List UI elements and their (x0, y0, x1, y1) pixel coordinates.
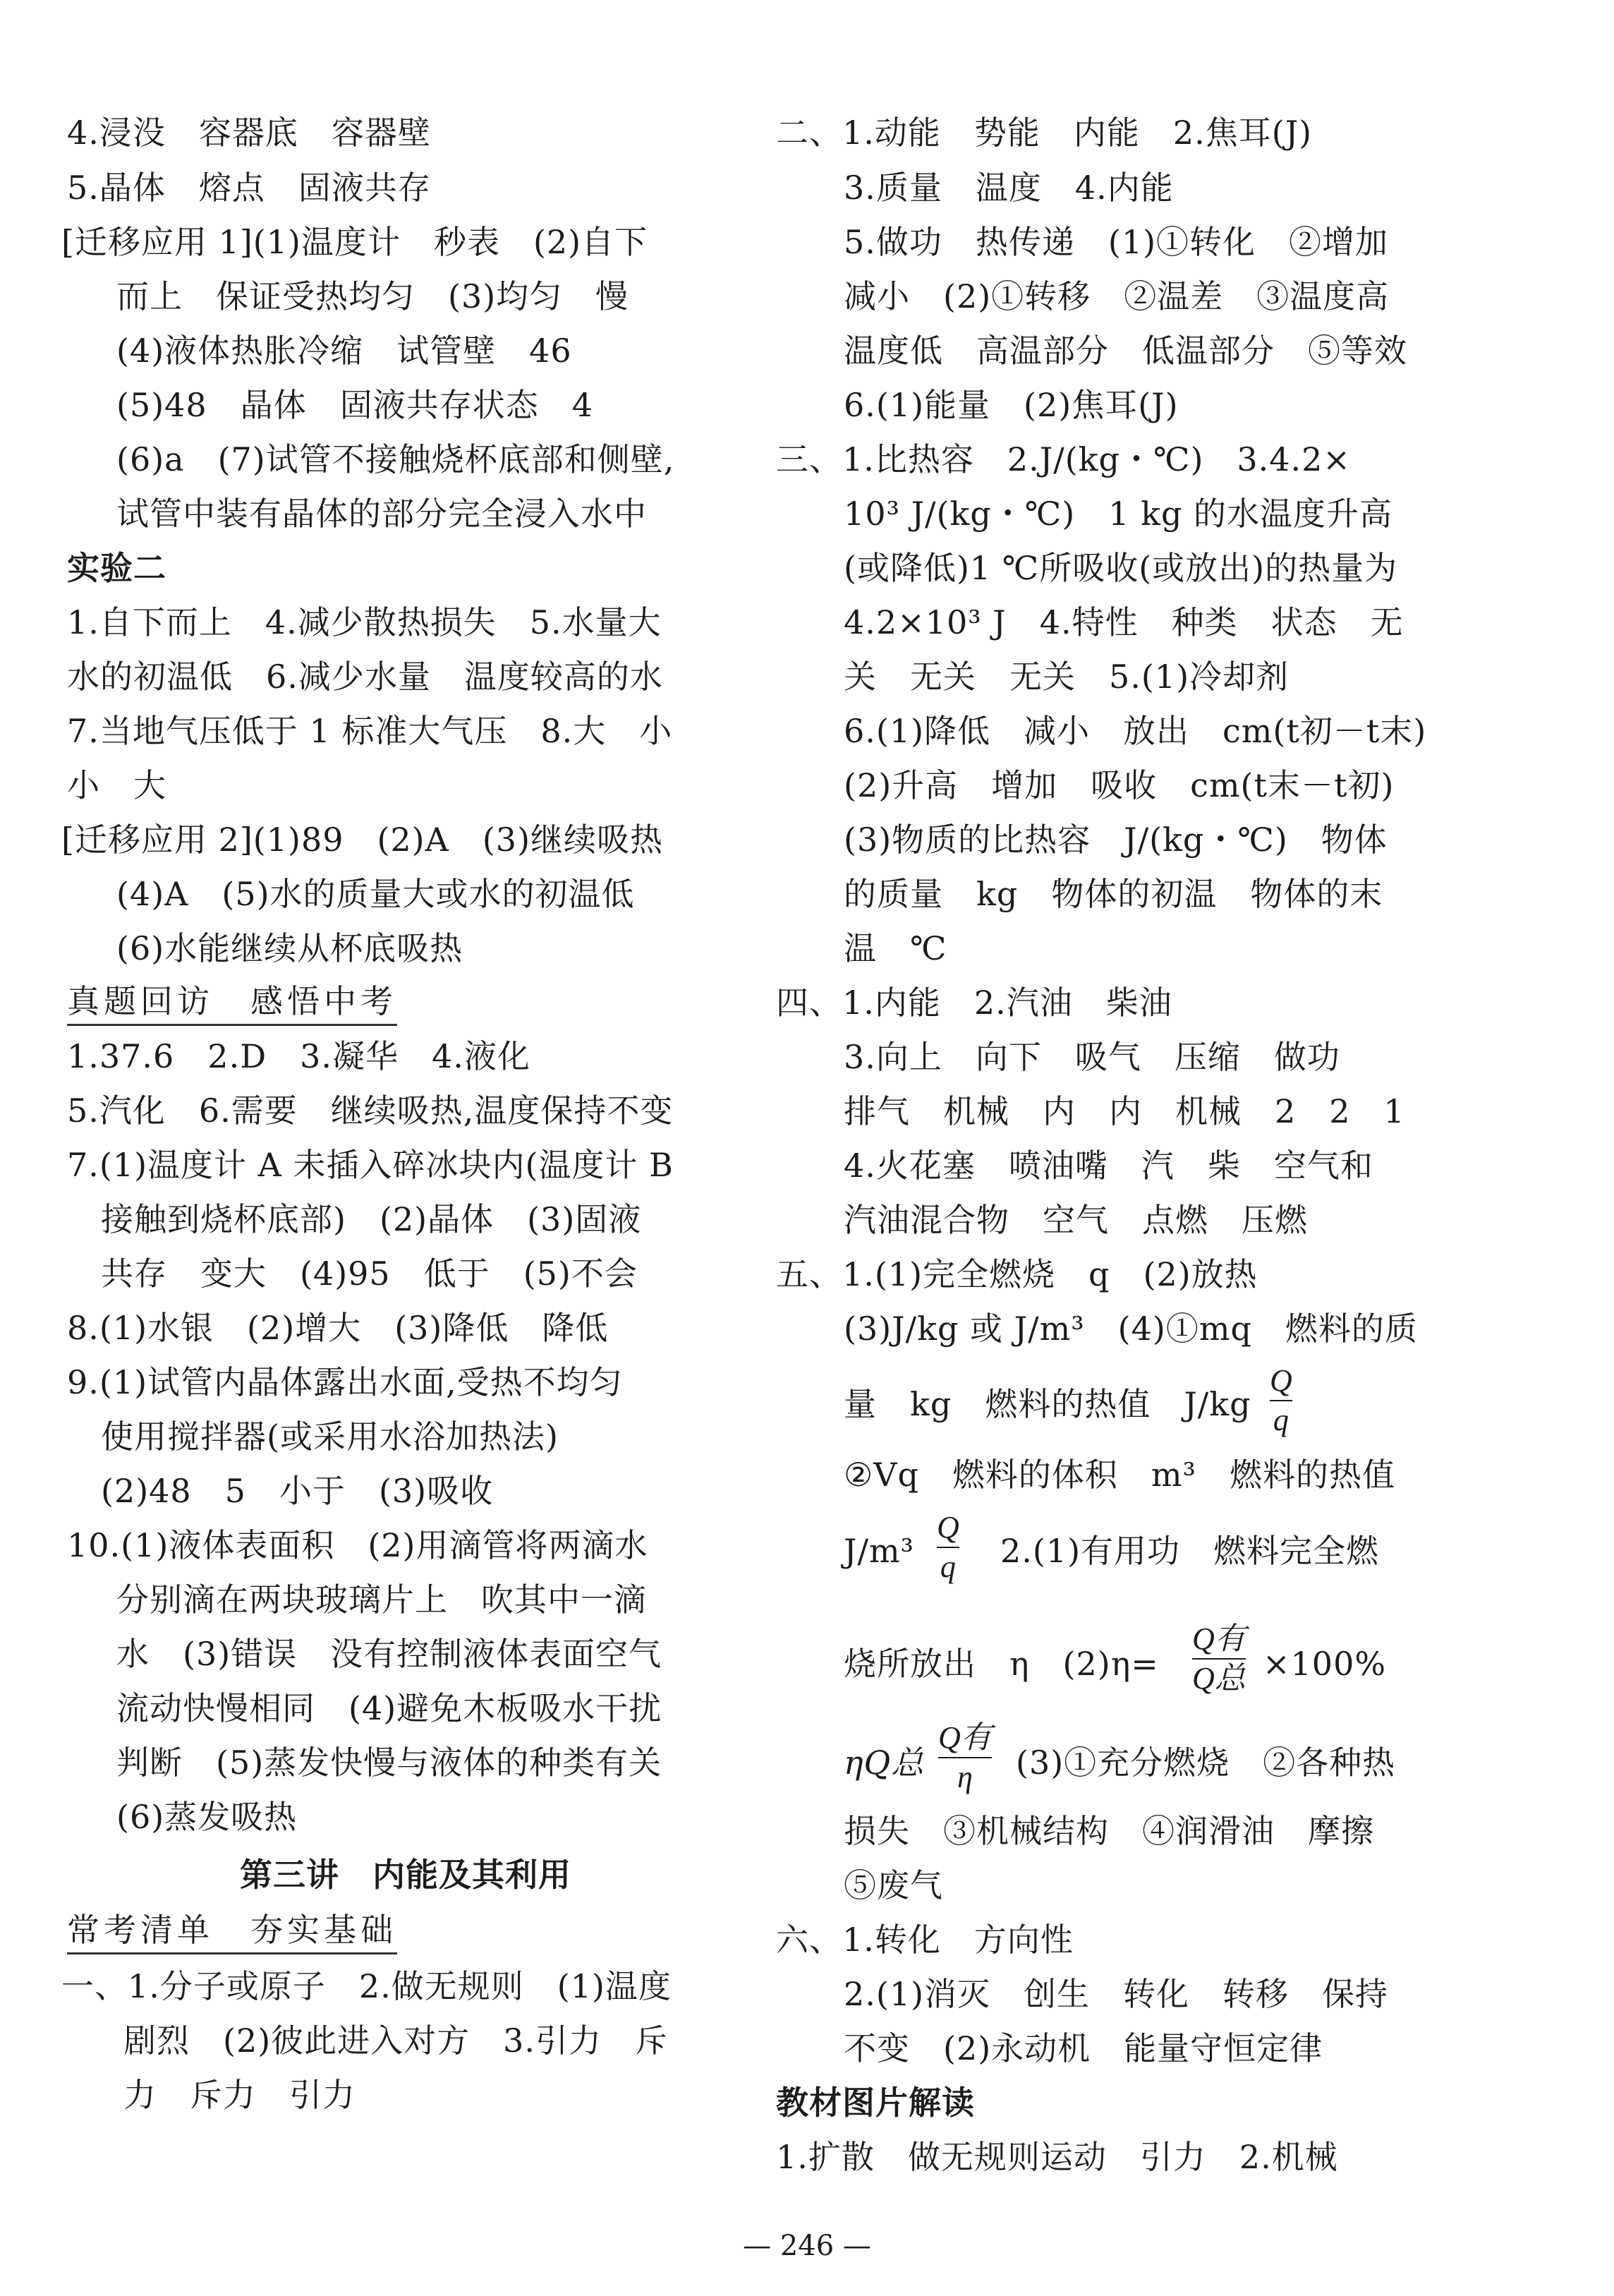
text-line: 7.(1)温度计 A 未插入碎冰块内(温度计 B (67, 1146, 674, 1184)
text-line: 判断 (5)蒸发快慢与液体的种类有关 (116, 1744, 662, 1782)
text-line: 减小 (2)①转移 ②温差 ③温度高 (844, 277, 1390, 315)
chapter-title: 第三讲 内能及其利用 (240, 1856, 571, 1894)
section-heading: 真题回访 感悟中考 (67, 980, 397, 1026)
section-heading: 实验二 (67, 549, 166, 587)
fraction-numerator: Q (937, 1510, 959, 1545)
fraction-q-over-q (937, 1510, 959, 1585)
fraction-bar (937, 1547, 959, 1548)
text-line: 一、1.分子或原子 2.做无规则 (1)温度 (61, 1967, 672, 2005)
text-line: (4)A (5)水的质量大或水的初温低 (116, 875, 635, 913)
fraction-denominator: Q总 (1192, 1661, 1246, 1696)
page-number: — 246 — (743, 2230, 871, 2262)
text-line: ②Vq 燃料的体积 m³ 燃料的热值 (844, 1456, 1395, 1494)
text-line: 二、1.动能 势能 内能 2.焦耳(J) (776, 114, 1313, 152)
text-line: 6.(1)降低 减小 放出 cm(t初－t末) (844, 712, 1427, 750)
text-line: (5)48 晶体 固液共存状态 4 (116, 386, 593, 424)
text-line: 量 kg 燃料的热值 J/kg (844, 1385, 1251, 1423)
fraction-denominator: q (1273, 1403, 1289, 1437)
fraction-denominator: q (940, 1549, 956, 1584)
text-line: 温度低 高温部分 低温部分 ⑤等效 (844, 332, 1407, 370)
text-line: 五、1.(1)完全燃烧 q (2)放热 (776, 1255, 1258, 1293)
text-line: ηQ总 (844, 1744, 925, 1782)
fraction-q-over-q (1270, 1363, 1292, 1438)
text-line: (2)48 5 小于 (3)吸收 (101, 1472, 494, 1510)
text-line: 4.浸没 容器底 容器壁 (67, 114, 431, 152)
text-line: 而上 保证受热均匀 (3)均匀 慢 (116, 277, 629, 315)
fraction-bar (938, 1757, 992, 1758)
text-line: (6)蒸发吸热 (116, 1798, 298, 1836)
text-line: [迁移应用 2](1)89 (2)A (3)继续吸热 (61, 821, 664, 859)
text-line: 8.(1)水银 (2)增大 (3)降低 降低 (67, 1309, 609, 1347)
fraction-numerator: Q (1270, 1363, 1292, 1398)
text-line: 力 斥力 引力 (123, 2076, 356, 2114)
text-line: 共存 变大 (4)95 低于 (5)不会 (101, 1255, 638, 1293)
fraction-numerator: Q有 (938, 1720, 992, 1755)
text-line: 4.2×10³ J 4.特性 种类 状态 无 (844, 603, 1404, 641)
text-line: 排气 机械 内 内 机械 2 2 1 (844, 1092, 1405, 1130)
fraction-bar (1270, 1400, 1292, 1401)
text-line: [迁移应用 1](1)温度计 秒表 (2)自下 (61, 223, 648, 261)
text-line: (6)a (7)试管不接触烧杯底部和侧壁, (116, 440, 675, 478)
text-line: ⑤废气 (844, 1866, 943, 1904)
text-line: J/m³ (844, 1532, 914, 1570)
text-line: 流动快慢相同 (4)避免木板吸水干扰 (116, 1689, 662, 1727)
text-line: 7.当地气压低于 1 标准大气压 8.大 小 (67, 712, 673, 750)
text-line: 分别滴在两块玻璃片上 吹其中一滴 (116, 1581, 647, 1619)
text-line: 使用搅拌器(或采用水浴加热法) (101, 1418, 559, 1456)
text-line: 三、1.比热容 2.J/(kg・℃) 3.4.2× (776, 440, 1351, 478)
text-line: (3)J/kg 或 J/m³ (4)①mq 燃料的质 (844, 1310, 1418, 1348)
text-line: 水的初温低 6.减少水量 温度较高的水 (67, 658, 663, 696)
text-line: 6.(1)能量 (2)焦耳(J) (844, 386, 1179, 424)
text-line: 5.汽化 6.需要 继续吸热,温度保持不变 (67, 1092, 674, 1130)
section-heading: 教材图片解读 (776, 2084, 975, 2122)
text-line: (3)①充分燃烧 ②各种热 (1016, 1744, 1396, 1782)
text-line: 损失 ③机械结构 ④润滑油 摩擦 (844, 1812, 1374, 1850)
text-line: 9.(1)试管内晶体露出水面,受热不均匀 (67, 1363, 623, 1401)
text-line: 5.晶体 熔点 固液共存 (67, 169, 431, 207)
fraction-q-over-eta (938, 1720, 992, 1795)
text-line: (3)物质的比热容 J/(kg・℃) 物体 (844, 821, 1388, 859)
text-line: 不变 (2)永动机 能量守恒定律 (844, 2029, 1323, 2067)
text-line: 1.自下而上 4.减少散热损失 5.水量大 (67, 603, 662, 641)
text-line: 剧烈 (2)彼此进入对方 3.引力 斥 (123, 2022, 669, 2060)
text-line: 的质量 kg 物体的初温 物体的末 (844, 875, 1383, 913)
text-line: (6)水能继续从杯底吸热 (116, 929, 463, 967)
text-line: 1.扩散 做无规则运动 引力 2.机械 (776, 2138, 1338, 2176)
text-line: 10³ J/(kg・℃) 1 kg 的水温度升高 (844, 495, 1393, 533)
text-line: (2)升高 增加 吸收 cm(t末－t初) (844, 766, 1395, 804)
fraction-numerator: Q有 (1192, 1621, 1246, 1656)
text-line: 3.向上 向下 吸气 压缩 做功 (844, 1038, 1340, 1076)
section-heading: 常考清单 夯实基础 (67, 1909, 397, 1954)
text-line: 3.质量 温度 4.内能 (844, 169, 1174, 207)
text-line: 10.(1)液体表面积 (2)用滴管将两滴水 (67, 1526, 648, 1564)
text-line: (4)液体热胀冷缩 试管壁 46 (116, 332, 572, 370)
text-line: 4.火花塞 喷油嘴 汽 柴 空气和 (844, 1147, 1373, 1185)
fraction-bar (1192, 1658, 1246, 1660)
text-line: 2.(1)有用功 燃料完全燃 (1000, 1532, 1380, 1570)
text-line: 接触到烧杯底部) (2)晶体 (3)固液 (101, 1200, 642, 1238)
text-line: ×100% (1263, 1645, 1387, 1683)
text-line: 试管中装有晶体的部分完全浸入水中 (116, 495, 647, 533)
text-line: (或降低)1 ℃所吸收(或放出)的热量为 (844, 549, 1398, 587)
text-line: 六、1.转化 方向性 (776, 1921, 1074, 1959)
text-line: 四、1.内能 2.汽油 柴油 (776, 984, 1172, 1022)
text-line: 温 ℃ (844, 929, 947, 967)
text-line: 5.做功 热传递 (1)①转化 ②增加 (844, 223, 1389, 261)
text-line: 关 无关 无关 5.(1)冷却剂 (844, 658, 1290, 696)
text-line: 2.(1)消灭 创生 转化 转移 保持 (844, 1975, 1389, 2013)
text-line: 烧所放出 η (2)η= (844, 1645, 1159, 1683)
fraction-efficiency (1192, 1621, 1246, 1696)
text-line: 水 (3)错误 没有控制液体表面空气 (116, 1635, 662, 1673)
fraction-denominator: η (957, 1760, 973, 1794)
text-line: 1.37.6 2.D 3.凝华 4.液化 (67, 1037, 530, 1075)
text-line: 汽油混合物 空气 点燃 压燃 (844, 1201, 1308, 1239)
text-line: 小 大 (67, 766, 166, 804)
